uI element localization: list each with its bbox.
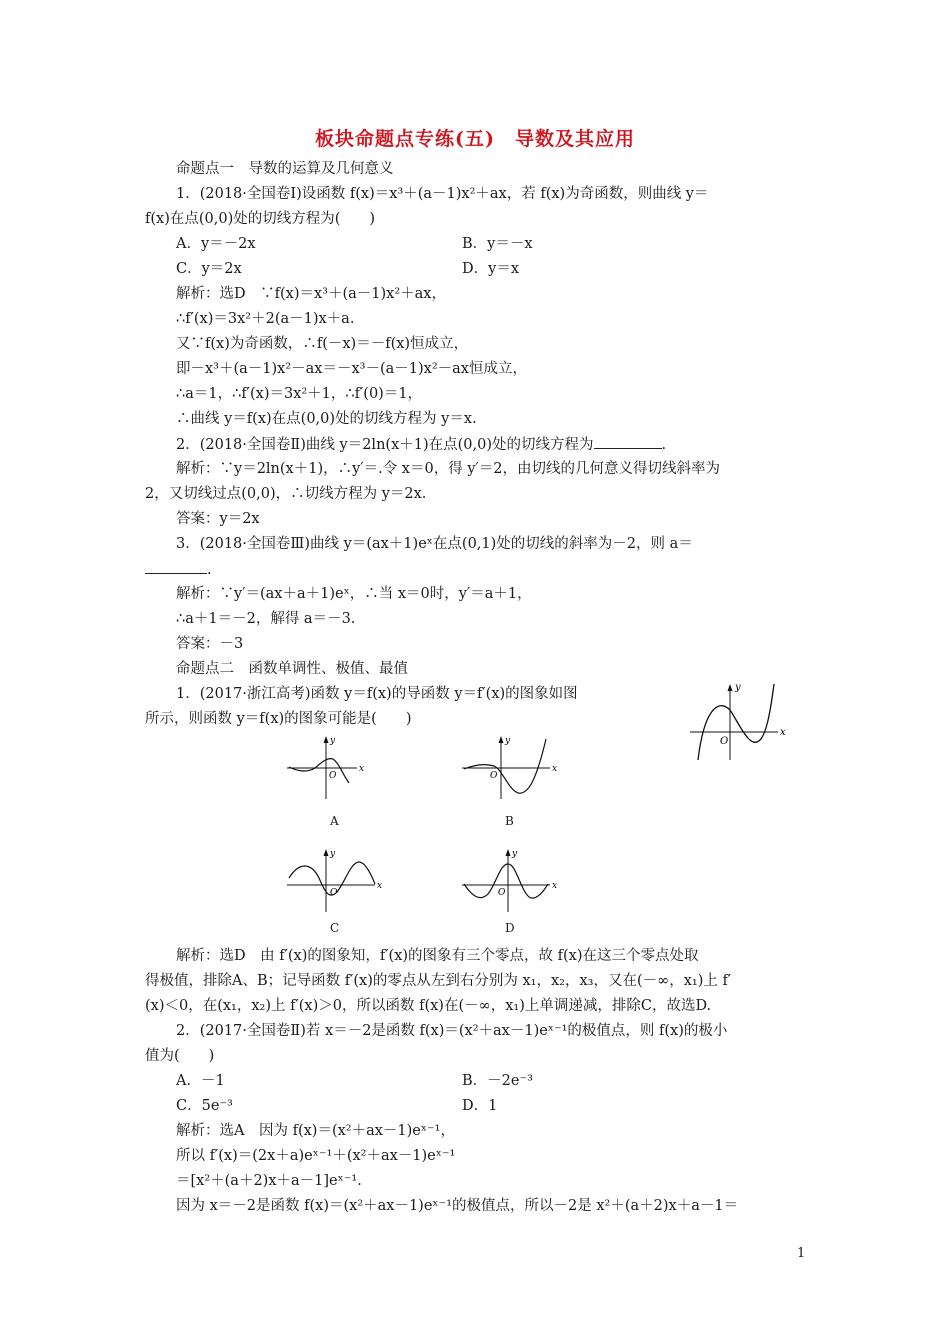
q5-solution-line: 解析：选A 因为 f(x)＝(x²＋ax－1)eˣ⁻¹， xyxy=(176,1123,455,1139)
option-curve xyxy=(464,864,548,898)
page-title: 板块命题点专练(五) 导数及其应用 xyxy=(315,128,635,150)
q5-option-c: C．5e⁻³ xyxy=(176,1098,233,1114)
q4-stem-line1: 1．(2017·浙江高考)函数 y＝f(x)的导函数 y＝f′(x)的图象如图 xyxy=(176,686,578,702)
axis-label-y: y xyxy=(505,736,511,746)
q3-stem-line1: 3．(2018·全国卷Ⅲ)曲线 y＝(ax＋1)eˣ在点(0,1)处的切线的斜率为－2，则 a＝ xyxy=(176,536,693,552)
section-heading-2: 命题点二 函数单调性、极值、最值 xyxy=(176,661,408,677)
option-graph-label-a: A xyxy=(330,814,339,828)
q3-stem-line2 xyxy=(145,559,212,580)
q3-answer-blank xyxy=(145,559,207,574)
q2-answer: 答案：y＝2x xyxy=(176,511,260,527)
y-axis-arrow xyxy=(324,736,329,743)
axis-label-x: x xyxy=(377,881,383,891)
q5-stem-line1: 2．(2017·全国卷Ⅱ)若 x＝－2是函数 f(x)＝(x²＋ax－1)eˣ⁻¹的极值点，则 f(x)的极小 xyxy=(176,1023,728,1039)
q1-option-b: B．y＝－x xyxy=(462,236,533,252)
q2-solution-line2: 2，又切线过点(0,0)，∴切线方程为 y＝2x. xyxy=(145,486,427,502)
origin-label: O xyxy=(490,771,498,781)
q4-solution-line3: (x)＜0，在(x₁，x₂)上 f′(x)＞0，所以函数 f(x)在(－∞，x₁)上单调递减，排除C，故选D. xyxy=(145,998,712,1014)
y-axis-arrow xyxy=(499,736,504,743)
q3-answer: 答案：－3 xyxy=(176,636,244,652)
axis-label-y: y xyxy=(735,682,741,693)
option-graph-d xyxy=(462,848,562,914)
q1-option-a: A．y＝－2x xyxy=(176,236,256,252)
q2-stem-text: 2．(2018·全国卷Ⅱ)曲线 y＝2ln(x＋1)在点(0,0)处的切线方程为 xyxy=(176,437,594,453)
y-axis-arrow xyxy=(506,849,511,856)
origin-label: O xyxy=(498,888,506,898)
origin-label: O xyxy=(329,771,337,781)
origin-label: O xyxy=(720,736,729,747)
q5-solution-line: ＝[x²＋(a＋2)x＋a－1]eˣ⁻¹. xyxy=(176,1173,362,1189)
q1-solution-line: 解析：选D ∵f(x)＝x³＋(a－1)x²＋ax， xyxy=(176,286,446,302)
q3-stem-end: . xyxy=(207,562,212,578)
derivative-graph xyxy=(690,680,790,762)
q2-stem-end: . xyxy=(661,437,667,453)
axis-label-x: x xyxy=(780,727,786,738)
q2-solution-line1: 解析：∵y＝2ln(x＋1)，∴y′＝.令 x＝0，得 y′＝2，由切线的几何意义得切线斜率为 xyxy=(176,461,721,477)
q1-stem-line2: f(x)在点(0,0)处的切线方程为( ) xyxy=(145,211,376,227)
q5-option-d: D．1 xyxy=(462,1098,498,1114)
y-axis-arrow xyxy=(728,684,733,691)
option-graph-label-d: D xyxy=(505,921,515,935)
q5-stem-line2: 值为( ) xyxy=(145,1048,215,1064)
section-heading-1: 命题点一 导数的运算及几何意义 xyxy=(176,161,394,177)
q3-solution-line2: ∴a＋1＝－2，解得 a＝－3. xyxy=(176,611,356,627)
option-graph-label-b: B xyxy=(505,814,514,828)
q1-option-d: D．y＝x xyxy=(462,261,519,277)
axis-label-y: y xyxy=(512,849,518,859)
q1-solution-line: 即－x³＋(a－1)x²－ax＝－x³－(a－1)x²－ax恒成立， xyxy=(176,361,527,377)
q4-stem-line2: 所示，则函数 y＝f(x)的图象可能是( ) xyxy=(145,711,412,727)
option-graph-c xyxy=(287,848,387,914)
q1-solution-line: ∴曲线 y＝f(x)在点(0,0)处的切线方程为 y＝x. xyxy=(176,411,477,427)
q5-solution-line: 因为 x＝－2是函数 f(x)＝(x²＋ax－1)eˣ⁻¹的极值点，所以－2是 x²＋(a＋2)x＋a－1＝ xyxy=(176,1198,739,1214)
axis-label-y: y xyxy=(330,736,336,746)
axis-label-y: y xyxy=(330,849,336,859)
option-curve xyxy=(464,739,546,793)
q2-stem xyxy=(176,434,666,455)
derivative-curve xyxy=(698,684,774,760)
q4-solution-line1: 解析：选D 由 f′(x)的图象知，f′(x)的图象有三个零点，故 f(x)在这三个零点处取 xyxy=(176,948,699,964)
y-axis-arrow xyxy=(324,849,329,856)
option-graph-label-c: C xyxy=(330,921,340,935)
q1-option-c: C．y＝2x xyxy=(176,261,242,277)
option-graph-b xyxy=(462,735,562,801)
origin-label: O xyxy=(330,888,338,898)
axis-label-x: x xyxy=(359,764,365,774)
option-curve xyxy=(289,759,349,783)
page-number: 1 xyxy=(797,1246,806,1261)
q5-solution-line: 所以 f′(x)＝(2x＋a)eˣ⁻¹＋(x²＋ax－1)eˣ⁻¹ xyxy=(176,1148,456,1164)
axis-label-x: x xyxy=(552,881,558,891)
q5-option-a: A．－1 xyxy=(176,1073,225,1089)
option-graph-a xyxy=(287,735,367,801)
q1-solution-line: 又∵f(x)为奇函数，∴f(－x)＝－f(x)恒成立， xyxy=(176,336,469,352)
q1-solution-line: ∴f′(x)＝3x²＋2(a－1)x＋a. xyxy=(176,311,355,327)
q1-stem-line1: 1．(2018·全国卷Ⅰ)设函数 f(x)＝x³＋(a－1)x²＋ax，若 f(x)为奇函数，则曲线 y＝ xyxy=(176,186,709,202)
q4-solution-line2: 得极值，排除A、B；记导函数 f′(x)的零点从左到右分别为 x₁，x₂，x₃，又在(－∞，x₁)上 f′ xyxy=(145,973,732,989)
q2-answer-blank xyxy=(594,434,662,449)
q5-option-b: B．－2e⁻³ xyxy=(462,1073,533,1089)
q1-solution-line: ∴a＝1，∴f′(x)＝3x²＋1，∴f′(0)＝1， xyxy=(176,386,423,402)
q3-solution-line1: 解析：∵y′＝(ax＋a＋1)eˣ，∴当 x＝0时，y′＝a＋1， xyxy=(176,586,532,602)
axis-label-x: x xyxy=(552,764,558,774)
